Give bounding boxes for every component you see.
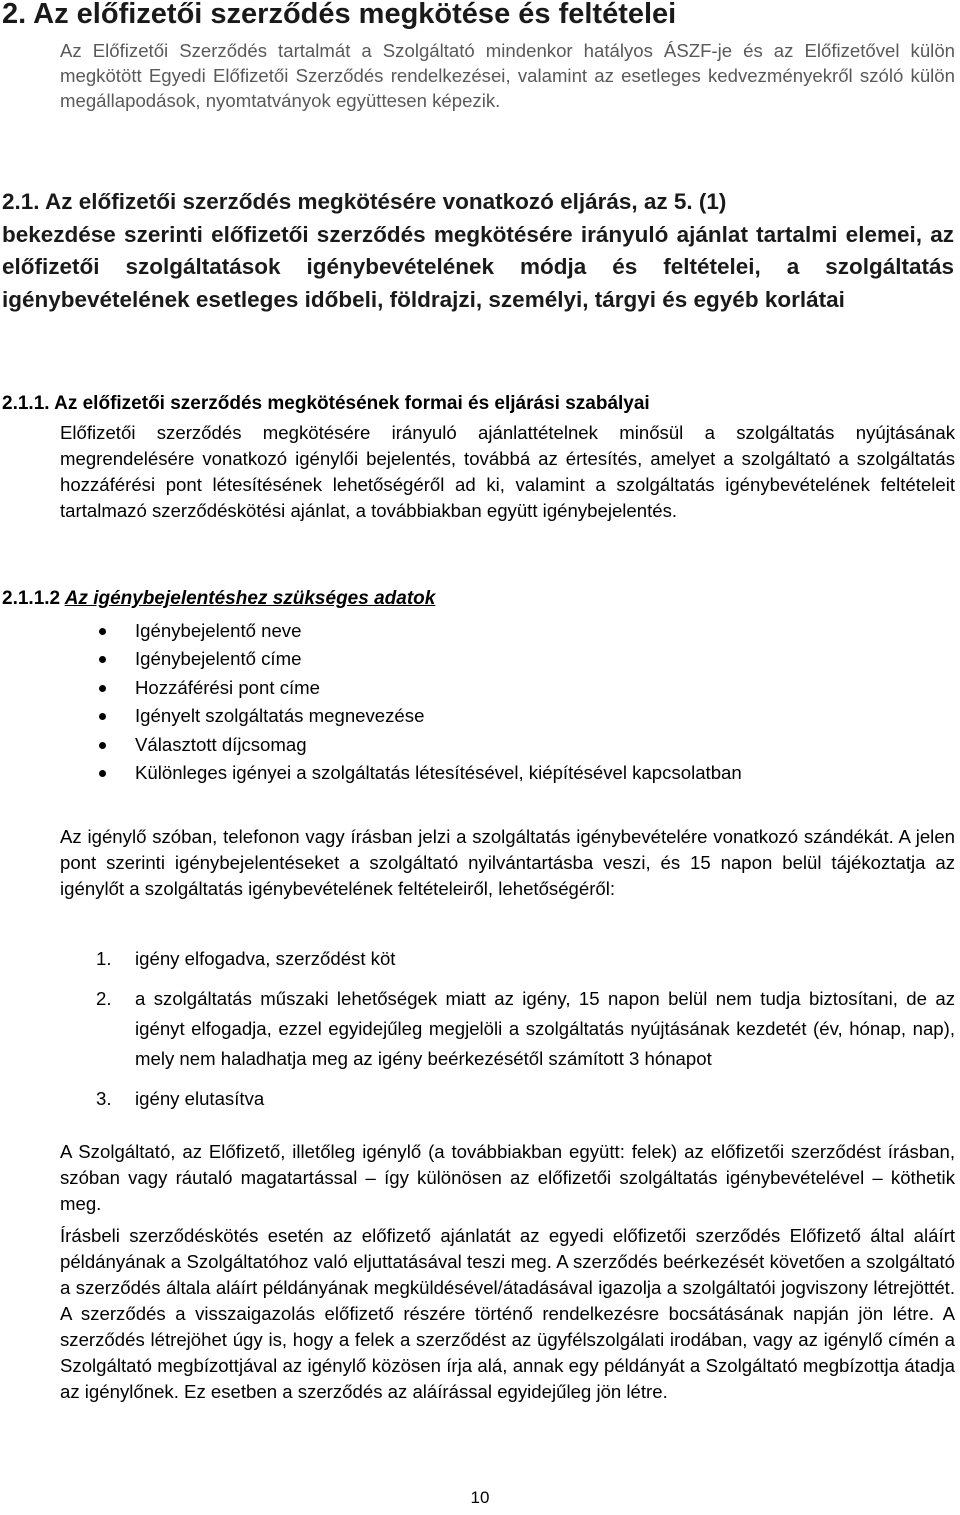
item-number: 2. bbox=[96, 988, 112, 1009]
heading-title: Az igénybejelentéshez szükséges adatok bbox=[64, 588, 436, 609]
list-item bbox=[0, 731, 960, 759]
contract-forms-paragraph: A Szolgáltató, az Előfizető, illetőleg igénylő (a továbbiakban együtt: felek) az előfizetői szerződést írásban, szóban vagy ráutaló magatartással – így különösen az előfizetői szolgáltatás igénybevételével – köthetik meg. bbox=[60, 1141, 955, 1214]
page-number: 10 bbox=[470, 1488, 490, 1507]
bullet-icon bbox=[99, 656, 106, 663]
list-item-text: Különleges igényei a szolgáltatás létesítésével, kiépítésével kapcsolatban bbox=[135, 761, 742, 783]
subsection-heading-2-1-1: 2.1.1. Az előfizetői szerződés megkötésének formai és eljárási szabályai bbox=[2, 393, 650, 414]
list-item bbox=[0, 984, 955, 1074]
subsection-heading-2-1-1-2 bbox=[2, 586, 952, 612]
bullet-icon bbox=[99, 685, 106, 692]
bullet-icon bbox=[99, 770, 106, 777]
list-item-text: Igényelt szolgáltatás megnevezése bbox=[135, 705, 425, 727]
list-item bbox=[0, 617, 960, 645]
item-number: 3. bbox=[96, 1088, 112, 1109]
item-text: igény elfogadva, szerződést köt bbox=[135, 948, 396, 969]
required-data-list bbox=[0, 617, 960, 787]
item-text: a szolgáltatás műszaki lehetőségek miatt az igény, 15 napon belül nem tudja biztosítani, de az igényt elfogadja, ezzel egyidejűleg megjelöli a szolgáltatás nyújtásának kezdetét (év, hónap, nap), mely nem haladhatja meg az igény beérkezésétől számított 3 hónapot bbox=[135, 988, 955, 1069]
list-item bbox=[0, 674, 960, 702]
list-item bbox=[0, 1084, 955, 1114]
subsection-heading-2-1-rest: bekezdése szerinti előfizetői szerződés megkötésére irányuló ajánlat tartalmi elemei, az előfizetői szolgáltatások igénybevételének módja és feltételei, a szolgáltatás igénybevételének esetleges időbeli, földrajzi, személyi, tárgyi és egyéb korlátai bbox=[2, 221, 954, 312]
list-item bbox=[0, 645, 960, 673]
subsection-heading-2-1-line1: 2.1. Az előfizetői szerződés megkötésére vonatkozó eljárás, az 5. (1) bbox=[2, 189, 727, 214]
subsection-heading-2-1 bbox=[2, 186, 954, 316]
list-item-text: Igénybejelentő címe bbox=[135, 648, 302, 670]
bullet-icon bbox=[99, 628, 106, 635]
list-item-text: Hozzáférési pont címe bbox=[135, 676, 320, 698]
bullet-icon bbox=[99, 742, 106, 749]
subscription-offer-paragraph: Előfizetői szerződés megkötésére irányuló ajánlattételnek minősül a szolgáltatás nyújtásának megrendelésére vonatkozó igénylői bejelentés, továbbá az értesítés, amelyet a szolgáltató a szolgáltatás hozzáférési pont létesítésének lehetőségéről ad ki, valamint a szolgáltatás igénybevételének feltételeit tartalmazó szerződéskötési ajánlat, a továbbiakban együtt igénybejelentés. bbox=[60, 422, 955, 521]
written-contract-paragraph: Írásbeli szerződéskötés esetén az előfizető ajánlatát az egyedi előfizetői szerződés Előfizető által aláírt példányának a Szolgáltatóhoz való eljuttatásával teszi meg. A szerződés beérkezését követően a szolgáltató a szerződés általa aláírt példányának megküldésével/átadásával igazolja a szolgáltatói jogviszony létrejöttét. A szerződés a visszaigazolás előfizető részére történő rendelkezésre bocsátásának napján jön létre. A szerződés létrejöhet úgy is, hogy a felek a szerződést az ügyfélszolgálati irodában, vagy az igénylő címén a Szolgáltató megbízottjával az igénylő közösen írja alá, annak egy példányát a Szolgáltató megbízottja átadja az igénylőnek. Ez esetben a szerződés az aláírással egyidejűleg jön létre. bbox=[60, 1225, 955, 1402]
request-outcome-list bbox=[0, 944, 960, 1114]
item-number: 1. bbox=[96, 948, 112, 969]
request-handling-paragraph: Az igénylő szóban, telefonon vagy írásban jelzi a szolgáltatás igénybevételére vonatkozó szándékát. A jelen pont szerinti igénybejelentéseket a szolgáltató nyilvántartásba veszi, és 15 napon belül tájékoztatja az igénylőt a szolgáltatás igénybevételének feltételeiről, lehetőségéről: bbox=[60, 826, 955, 899]
heading-number: 2.1.1.2 bbox=[2, 588, 61, 609]
section-heading-2: 2. Az előfizetői szerződés megkötése és feltételei bbox=[2, 0, 677, 30]
list-item-text: Igénybejelentő neve bbox=[135, 620, 302, 641]
intro-paragraph: Az Előfizetői Szerződés tartalmát a Szolgáltató mindenkor hatályos ÁSZF-je és az Előfizetővel külön megkötött Egyedi Előfizetői Szerződés rendelkezései, valamint az esetleges kedvezményekről szóló külön megállapodások, nyomtatványok együttesen képezik. bbox=[60, 40, 955, 111]
item-text: igény elutasítva bbox=[135, 1088, 265, 1109]
bullet-icon bbox=[99, 713, 106, 720]
list-item bbox=[0, 702, 960, 730]
list-item bbox=[0, 759, 960, 787]
list-item bbox=[0, 944, 955, 974]
list-item-text: Választott díjcsomag bbox=[135, 733, 307, 755]
